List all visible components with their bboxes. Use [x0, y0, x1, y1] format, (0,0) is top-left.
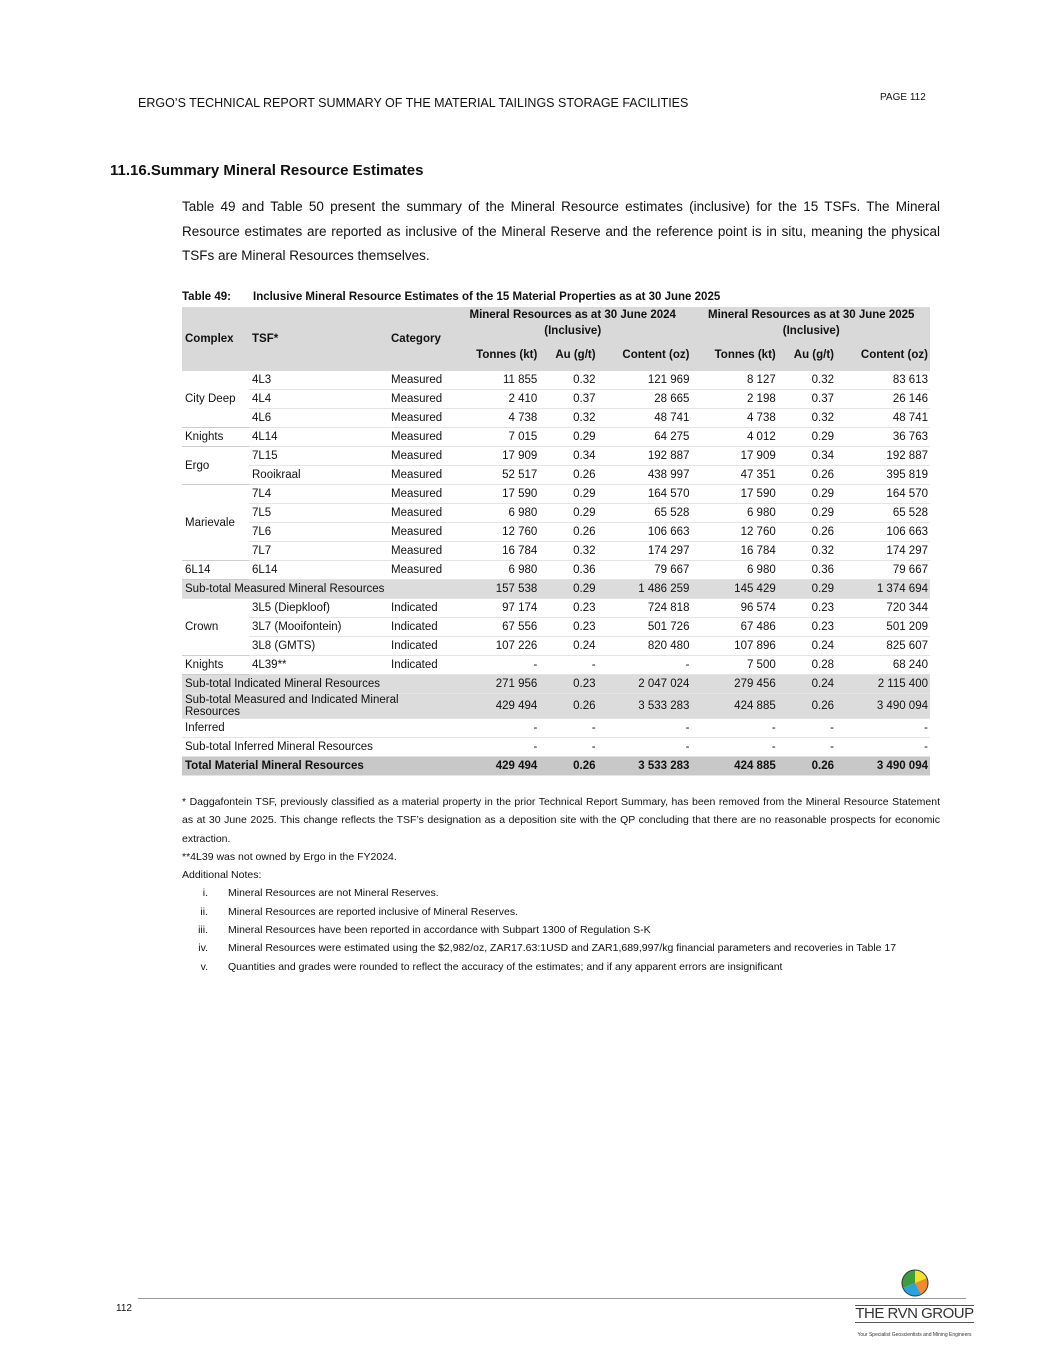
table-cell: 0.26 [539, 466, 597, 485]
header-content-2024: Content (oz) [598, 339, 692, 371]
table-cell: 12 760 [453, 523, 539, 542]
table-cell: 16 784 [691, 542, 777, 561]
table-cell: 0.34 [778, 447, 836, 466]
table-cell: 825 607 [836, 637, 930, 656]
table-cell: 97 174 [453, 599, 539, 618]
table-row [182, 466, 930, 485]
table-cell: 106 663 [836, 523, 930, 542]
table-cell: 0.24 [778, 675, 836, 694]
table-cell: 3L7 (Mooifontein) [249, 618, 388, 637]
table-row [182, 428, 930, 447]
table-cell: 0.23 [778, 599, 836, 618]
table-cell: 6 980 [691, 504, 777, 523]
note-numeral: iii. [198, 924, 208, 937]
table-cell: 192 887 [598, 447, 692, 466]
table-body [182, 371, 930, 776]
table-cell: 106 663 [598, 523, 692, 542]
table-row [182, 447, 930, 466]
table-cell: 6L14 [249, 561, 388, 580]
section-paragraph: Table 49 and Table 50 present the summary of the Mineral Resource estimates (inclusive) for the 15 TSFs. The Mineral Resource estimates are reported as inclusive of the Mineral Reserve and the reference point is in situ, meaning the physical TSFs are Mineral Resources themselves. [182, 199, 940, 263]
table-cell: 12 760 [691, 523, 777, 542]
table-cell: - [598, 656, 692, 675]
table-cell: City Deep [182, 371, 249, 428]
table-cell: Total Material Mineral Resources [182, 757, 453, 776]
table-cell: 0.26 [778, 466, 836, 485]
table-cell: - [453, 656, 539, 675]
table-cell: 2 047 024 [598, 675, 692, 694]
table-cell: Inferred [182, 719, 453, 738]
table-cell: 820 480 [598, 637, 692, 656]
footer-page-number: 112 [116, 1303, 132, 1314]
table-cell: 7L7 [249, 542, 388, 561]
table-cell: - [539, 656, 597, 675]
table-cell: Rooikraal [249, 466, 388, 485]
note-item [182, 903, 940, 921]
note-item [182, 939, 940, 957]
header-tonnes-2025: Tonnes (kt) [691, 339, 777, 371]
table-cell: 0.37 [539, 390, 597, 409]
table-cell: 6 980 [691, 561, 777, 580]
table-cell: 67 556 [453, 618, 539, 637]
table-cell: Measured [388, 466, 453, 485]
header-tsf: TSF* [249, 307, 388, 371]
table-cell: 2 410 [453, 390, 539, 409]
table-cell: 395 819 [836, 466, 930, 485]
table-cell: 8 127 [691, 371, 777, 390]
header-au-2024: Au (g/t) [539, 339, 597, 371]
table-cell: 28 665 [598, 390, 692, 409]
table-row [182, 599, 930, 618]
table-cell: 52 517 [453, 466, 539, 485]
subtotal-row [182, 580, 930, 599]
table-cell: 501 726 [598, 618, 692, 637]
table-cell: - [778, 738, 836, 757]
table-cell: Sub-total Inferred Mineral Resources [182, 738, 453, 757]
table-cell: 7L6 [249, 523, 388, 542]
table-cell: 4L3 [249, 371, 388, 390]
table-cell: 79 667 [598, 561, 692, 580]
table-row [182, 390, 930, 409]
table-cell: Marievale [182, 485, 249, 561]
table-cell: 6L14 [182, 561, 249, 580]
table-row [182, 542, 930, 561]
section-heading: 11.16.Summary Mineral Resource Estimates [110, 162, 424, 179]
table-cell: 17 590 [691, 485, 777, 504]
table-cell: 2 198 [691, 390, 777, 409]
table-cell: 121 969 [598, 371, 692, 390]
table-cell: 107 226 [453, 637, 539, 656]
table-cell: 6 980 [453, 561, 539, 580]
table-cell: 0.24 [539, 637, 597, 656]
table-cell: Measured [388, 504, 453, 523]
table-cell: 0.32 [778, 409, 836, 428]
plain-row [182, 738, 930, 757]
total-row [182, 757, 930, 776]
note-text: Mineral Resources were estimated using the $2,982/oz, ZAR17.63:1USD and ZAR1,689,997/kg financial parameters and recoveries in Table 17 [228, 942, 897, 955]
table-cell: Measured [388, 371, 453, 390]
table-cell: 279 456 [691, 675, 777, 694]
table-cell: - [453, 738, 539, 757]
table-cell: 429 494 [453, 694, 539, 719]
table-cell: 48 741 [836, 409, 930, 428]
table-cell: 0.29 [778, 580, 836, 599]
subtotal-row [182, 675, 930, 694]
table-cell: Measured [388, 542, 453, 561]
table-cell: 17 590 [453, 485, 539, 504]
additional-notes-label: Additional Notes: [182, 869, 262, 882]
table-cell: - [453, 719, 539, 738]
note-numeral: v. [200, 960, 208, 973]
table-cell: 0.29 [539, 428, 597, 447]
table-cell: 3 490 094 [836, 694, 930, 719]
note-numeral: iv. [198, 942, 208, 955]
table-number: Table 49: [182, 291, 231, 303]
table-cell: - [598, 719, 692, 738]
table-cell: 67 486 [691, 618, 777, 637]
table-cell: 0.26 [778, 523, 836, 542]
table-cell: 720 344 [836, 599, 930, 618]
table-cell: Knights [182, 656, 249, 675]
table-cell: 3 533 283 [598, 694, 692, 719]
mineral-resource-table [182, 307, 930, 776]
note-numeral: ii. [200, 905, 208, 918]
table-cell: 164 570 [836, 485, 930, 504]
table-cell: 6 980 [453, 504, 539, 523]
header-content-2025: Content (oz) [836, 339, 930, 371]
table-cell: - [691, 738, 777, 757]
plain-row [182, 719, 930, 738]
note-text: Mineral Resources are reported inclusive of Mineral Reserves. [228, 905, 519, 918]
table-cell: 107 896 [691, 637, 777, 656]
table-caption [182, 291, 720, 303]
table-row [182, 656, 930, 675]
table-row [182, 561, 930, 580]
header-2024: Mineral Resources as at 30 June 2024 (Inclusive) [453, 307, 691, 339]
report-title: ERGO’S TECHNICAL REPORT SUMMARY OF THE MATERIAL TAILINGS STORAGE FACILITIES [138, 96, 689, 110]
header-complex: Complex [182, 307, 249, 371]
table-cell: 0.26 [778, 694, 836, 719]
table-cell: Measured [388, 485, 453, 504]
table-caption-text: Inclusive Mineral Resource Estimates of the 15 Material Properties as at 30 June 2025 [253, 291, 721, 303]
logo-pie-icon [900, 1268, 930, 1298]
table-row [182, 371, 930, 390]
logo-name: THE RVN GROUP [855, 1305, 974, 1322]
table-cell: 429 494 [453, 757, 539, 776]
table-cell: 424 885 [691, 757, 777, 776]
note-item [182, 958, 940, 976]
table-cell: 0.26 [539, 523, 597, 542]
table-cell: Sub-total Measured Mineral Resources [182, 580, 453, 599]
table-cell: 4 012 [691, 428, 777, 447]
table-cell: 3L8 (GMTS) [249, 637, 388, 656]
table-cell: 0.26 [539, 694, 597, 719]
table-cell: 36 763 [836, 428, 930, 447]
table-cell: 4L14 [249, 428, 388, 447]
subtotal-row [182, 694, 930, 719]
table-cell: 0.23 [539, 599, 597, 618]
table-cell: 83 613 [836, 371, 930, 390]
table-cell: 7L5 [249, 504, 388, 523]
table-cell: 3 490 094 [836, 757, 930, 776]
table-cell: 1 486 259 [598, 580, 692, 599]
logo-tagline: Your Specialist Geoscientists and Mining Engineers [857, 1332, 972, 1338]
table-cell: 0.32 [539, 409, 597, 428]
table-row [182, 523, 930, 542]
table-cell: 192 887 [836, 447, 930, 466]
table-cell: 65 528 [598, 504, 692, 523]
table-cell: 4L6 [249, 409, 388, 428]
rvn-group-logo [852, 1268, 977, 1341]
table-cell: 724 818 [598, 599, 692, 618]
table-cell: 0.37 [778, 390, 836, 409]
table-cell: 16 784 [453, 542, 539, 561]
table-cell: Indicated [388, 599, 453, 618]
table-row [182, 618, 930, 637]
table-cell: 0.26 [778, 757, 836, 776]
footnote-daggafontein: * Daggafontein TSF, previously classified as a material property in the prior Technical Report Summary, has been removed from the Mineral Resource Statement as at 30 June 2025. This change reflects the TSF’s designation as a deposition site with the QP concluding that there are no reasonable prospects for economic extraction. [182, 796, 940, 845]
table-cell: Measured [388, 561, 453, 580]
table-cell: 501 209 [836, 618, 930, 637]
header-2025: Mineral Resources as at 30 June 2025 (Inclusive) [691, 307, 930, 339]
note-text: Quantities and grades were rounded to reflect the accuracy of the estimates; and if any apparent errors are insignificant [228, 960, 783, 973]
note-item [182, 921, 940, 939]
footer-divider [138, 1298, 966, 1299]
table-cell: 0.32 [539, 542, 597, 561]
table-cell: 48 741 [598, 409, 692, 428]
table-cell: 271 956 [453, 675, 539, 694]
table-cell: 0.34 [539, 447, 597, 466]
table-cell: 0.36 [778, 561, 836, 580]
note-text: Mineral Resources have been reported in accordance with Subpart 1300 of Regulation S-K [228, 924, 651, 937]
table-cell: 0.28 [778, 656, 836, 675]
table-cell: 0.32 [778, 542, 836, 561]
table-cell: Measured [388, 428, 453, 447]
table-row [182, 637, 930, 656]
table-cell: 0.23 [539, 618, 597, 637]
table-cell: 4 738 [453, 409, 539, 428]
table-cell: 164 570 [598, 485, 692, 504]
table-cell: Knights [182, 428, 249, 447]
table-notes [182, 793, 940, 976]
table-cell: 0.23 [539, 675, 597, 694]
table-cell: 0.29 [778, 504, 836, 523]
table-row [182, 409, 930, 428]
table-cell: 64 275 [598, 428, 692, 447]
table-cell: 7 015 [453, 428, 539, 447]
table-cell: 174 297 [836, 542, 930, 561]
table-cell: 424 885 [691, 694, 777, 719]
note-item [182, 884, 940, 902]
table-cell: 47 351 [691, 466, 777, 485]
page-label: PAGE 112 [880, 92, 926, 103]
table-cell: 157 538 [453, 580, 539, 599]
note-text: Mineral Resources are not Mineral Reserves. [228, 887, 439, 900]
table-cell: - [539, 738, 597, 757]
table-cell: Sub-total Indicated Mineral Resources [182, 675, 453, 694]
table-cell: 0.29 [539, 580, 597, 599]
table-cell: 11 855 [453, 371, 539, 390]
table-cell: 17 909 [453, 447, 539, 466]
header-category: Category [388, 307, 453, 371]
note-numeral: i. [202, 887, 208, 900]
table-cell: 4L39** [249, 656, 388, 675]
table-cell: Measured [388, 390, 453, 409]
table-cell: 3 533 283 [598, 757, 692, 776]
table-cell: 3L5 (Diepkloof) [249, 599, 388, 618]
table-cell: 0.29 [539, 504, 597, 523]
table-cell: Measured [388, 409, 453, 428]
table-cell: 0.29 [539, 485, 597, 504]
table-cell: - [778, 719, 836, 738]
table-cell: - [836, 738, 930, 757]
table-cell: - [598, 738, 692, 757]
table-cell: 17 909 [691, 447, 777, 466]
table-cell: 7 500 [691, 656, 777, 675]
table-cell: 26 146 [836, 390, 930, 409]
table-cell: Indicated [388, 656, 453, 675]
header-tonnes-2024: Tonnes (kt) [453, 339, 539, 371]
table-cell: 65 528 [836, 504, 930, 523]
table-cell: 68 240 [836, 656, 930, 675]
table-cell: 0.24 [778, 637, 836, 656]
table-row [182, 485, 930, 504]
table-cell: 4L4 [249, 390, 388, 409]
table-cell: 0.26 [539, 757, 597, 776]
table-cell: 96 574 [691, 599, 777, 618]
header-au-2025: Au (g/t) [778, 339, 836, 371]
table-cell: Measured [388, 523, 453, 542]
table-cell: 438 997 [598, 466, 692, 485]
table-cell: Crown [182, 599, 249, 656]
table-cell: 0.36 [539, 561, 597, 580]
footnote-4l39: **4L39 was not owned by Ergo in the FY2024. [182, 850, 397, 863]
table-cell: 2 115 400 [836, 675, 930, 694]
table-cell: 0.23 [778, 618, 836, 637]
table-cell: Indicated [388, 637, 453, 656]
table-cell: - [836, 719, 930, 738]
table-row [182, 504, 930, 523]
table-cell: Ergo [182, 447, 249, 485]
table-cell: 0.32 [539, 371, 597, 390]
table-cell: 145 429 [691, 580, 777, 599]
table-cell: - [539, 719, 597, 738]
table-cell: 1 374 694 [836, 580, 930, 599]
table-cell: 4 738 [691, 409, 777, 428]
table-cell: 0.32 [778, 371, 836, 390]
table-cell: Measured [388, 447, 453, 466]
table-cell: Indicated [388, 618, 453, 637]
table-cell: 0.29 [778, 485, 836, 504]
table-cell: 0.29 [778, 428, 836, 447]
table-cell: 7L15 [249, 447, 388, 466]
table-cell: Sub-total Measured and Indicated Mineral Resources [182, 694, 453, 719]
table-cell: 7L4 [249, 485, 388, 504]
table-cell: - [691, 719, 777, 738]
table-cell: 79 667 [836, 561, 930, 580]
table-cell: 174 297 [598, 542, 692, 561]
